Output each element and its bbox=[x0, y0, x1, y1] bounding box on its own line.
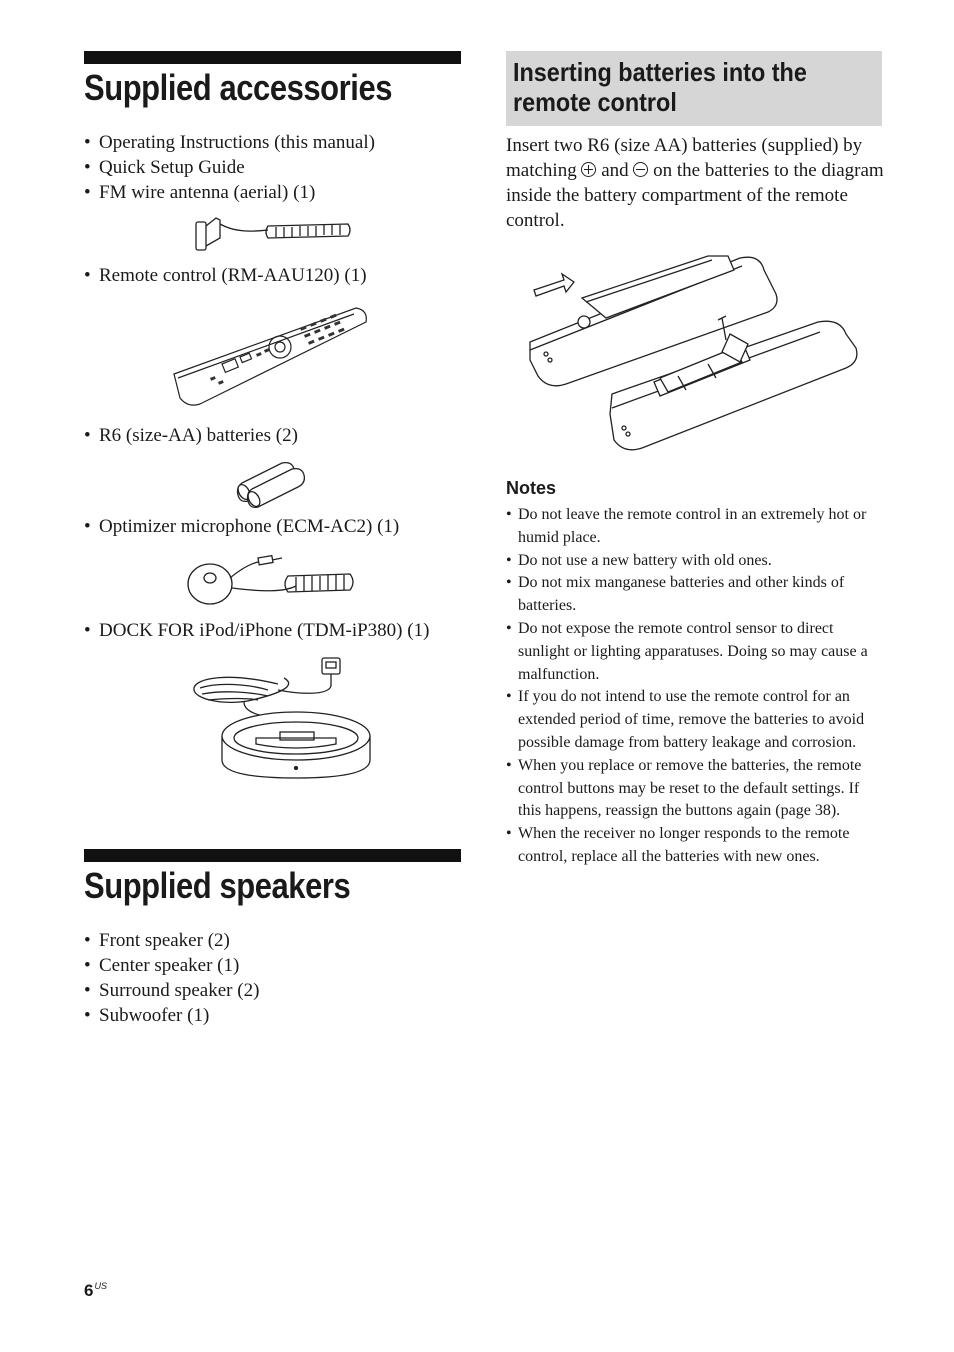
notes-list bbox=[506, 504, 886, 869]
batteries-title: Inserting batteries into the remote control bbox=[513, 57, 807, 117]
accessories-title: Supplied accessories bbox=[84, 67, 393, 108]
batteries-intro bbox=[506, 133, 884, 233]
page-number bbox=[84, 1281, 107, 1301]
list-item: • Surround speaker (2) bbox=[84, 978, 259, 1003]
accessories-list-a bbox=[84, 130, 375, 205]
accessories-list-c bbox=[84, 423, 298, 448]
list-item: • Remote control (RM-AAU120) (1) bbox=[84, 263, 367, 288]
remote-control-illustration bbox=[170, 302, 370, 410]
microphone-illustration bbox=[184, 552, 358, 608]
speakers-title: Supplied speakers bbox=[84, 865, 351, 906]
minus-circle-icon bbox=[633, 162, 648, 177]
accessories-list-e bbox=[84, 618, 429, 643]
batteries-illustration bbox=[236, 459, 308, 509]
list-item: • When the receiver no longer responds to the remote control, replace all the batteries with new ones. bbox=[506, 823, 886, 869]
section-rule-accessories bbox=[84, 51, 461, 64]
list-item: • Operating Instructions (this manual) bbox=[84, 130, 375, 155]
plus-circle-icon bbox=[581, 162, 596, 177]
intro-text-and: and bbox=[596, 160, 634, 181]
list-item: • Front speaker (2) bbox=[84, 928, 259, 953]
accessories-list-d bbox=[84, 514, 399, 539]
list-item: • R6 (size-AA) batteries (2) bbox=[84, 423, 298, 448]
list-item: • Optimizer microphone (ECM-AC2) (1) bbox=[84, 514, 399, 539]
list-item: • FM wire antenna (aerial) (1) bbox=[84, 180, 375, 205]
section-rule-speakers bbox=[84, 849, 461, 862]
list-item: • Quick Setup Guide bbox=[84, 155, 375, 180]
intro-text-1: Insert two R6 (size AA) batteries (supplied) by matching bbox=[506, 135, 863, 181]
ipod-dock-illustration bbox=[188, 654, 374, 782]
intro-text-2: on the batteries to the diagram inside the battery compartment of the remote control. bbox=[506, 160, 884, 231]
list-item: • Do not leave the remote control in an extremely hot or humid place. bbox=[506, 504, 886, 550]
list-item: • If you do not intend to use the remote control for an extended period of time, remove the batteries to avoid possible damage from battery leakage and corrosion. bbox=[506, 686, 886, 754]
battery-insertion-illustration bbox=[528, 250, 862, 454]
list-item: • Do not expose the remote control sensor to direct sunlight or lighting apparatuses. Doing so may cause a malfunction. bbox=[506, 618, 886, 686]
list-item: • Do not use a new battery with old ones. bbox=[506, 550, 886, 573]
page-number-value: 6 bbox=[84, 1281, 94, 1300]
speakers-list bbox=[84, 928, 259, 1028]
list-item: • When you replace or remove the batteries, the remote control buttons may be reset to the default settings. If this happens, reassign the buttons again (page 38). bbox=[506, 755, 886, 823]
list-item: • Subwoofer (1) bbox=[84, 1003, 259, 1028]
list-item: • DOCK FOR iPod/iPhone (TDM-iP380) (1) bbox=[84, 618, 429, 643]
notes-heading: Notes bbox=[506, 478, 557, 498]
list-item: • Center speaker (1) bbox=[84, 953, 259, 978]
page-number-suffix: US bbox=[94, 1281, 107, 1292]
accessories-list-b bbox=[84, 263, 367, 288]
fm-antenna-illustration bbox=[190, 208, 355, 256]
list-item: • Do not mix manganese batteries and other kinds of batteries. bbox=[506, 572, 886, 618]
